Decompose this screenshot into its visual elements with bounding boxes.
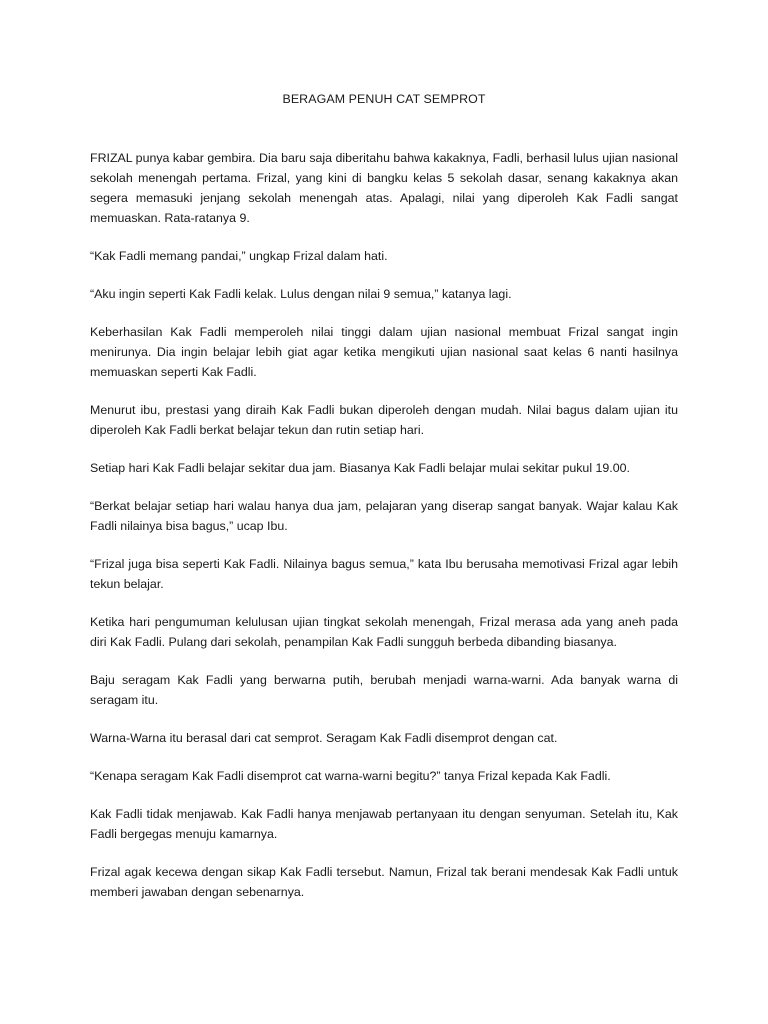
paragraph: FRIZAL punya kabar gembira. Dia baru saja diberitahu bahwa kakaknya, Fadli, berhasil lulus ujian nasional sekolah menengah pertama. Frizal, yang kini di bangku kelas 5 sekolah dasar, senang kakaknya akan segera memasuki jenjang sekolah menengah atas. Apalagi, nilai yang diperoleh Kak Fadli sangat memuaskan. Rata-ratanya 9. [90, 151, 678, 225]
paragraph: “Frizal juga bisa seperti Kak Fadli. Nilainya bagus semua,” kata Ibu berusaha memotivasi Frizal agar lebih tekun belajar. [90, 557, 678, 591]
paragraph: Ketika hari pengumuman kelulusan ujian tingkat sekolah menengah, Frizal merasa ada yang aneh pada diri Kak Fadli. Pulang dari sekolah, penampilan Kak Fadli sungguh berbeda dibanding biasanya. [90, 615, 678, 649]
paragraph: Baju seragam Kak Fadli yang berwarna putih, berubah menjadi warna-warni. Ada banyak warna di seragam itu. [90, 673, 678, 707]
paragraph: “Kenapa seragam Kak Fadli disemprot cat warna-warni begitu?” tanya Frizal kepada Kak Fadli. [90, 769, 611, 783]
paragraph: Warna-Warna itu berasal dari cat semprot. Seragam Kak Fadli disemprot dengan cat. [90, 731, 558, 745]
document-body [90, 89, 678, 920]
paragraph: Kak Fadli tidak menjawab. Kak Fadli hanya menjawab pertanyaan itu dengan senyuman. Setelah itu, Kak Fadli bergegas menuju kamarnya. [90, 807, 678, 841]
paragraph: Frizal agak kecewa dengan sikap Kak Fadli tersebut. Namun, Frizal tak berani mendesak Kak Fadli untuk memberi jawaban dengan sebenarnya. [90, 865, 678, 899]
paragraph: Setiap hari Kak Fadli belajar sekitar dua jam. Biasanya Kak Fadli belajar mulai sekitar pukul 19.00. [90, 461, 630, 475]
paragraph: “Kak Fadli memang pandai,” ungkap Frizal dalam hati. [90, 249, 388, 263]
paragraph: “Berkat belajar setiap hari walau hanya dua jam, pelajaran yang diserap sangat banyak. Wajar kalau Kak Fadli nilainya bisa bagus,” ucap Ibu. [90, 499, 678, 533]
paragraph: Menurut ibu, prestasi yang diraih Kak Fadli bukan diperoleh dengan mudah. Nilai bagus dalam ujian itu diperoleh Kak Fadli berkat belajar tekun dan rutin setiap hari. [90, 403, 678, 437]
paragraph: “Aku ingin seperti Kak Fadli kelak. Lulus dengan nilai 9 semua,” katanya lagi. [90, 287, 512, 301]
document-title: BERAGAM PENUH CAT SEMPROT [282, 92, 486, 106]
paragraph: Keberhasilan Kak Fadli memperoleh nilai tinggi dalam ujian nasional membuat Frizal sangat ingin menirunya. Dia ingin belajar lebih giat agar ketika mengikuti ujian nasional saat kelas 6 nanti hasilnya memuaskan seperti Kak Fadli. [90, 325, 678, 379]
